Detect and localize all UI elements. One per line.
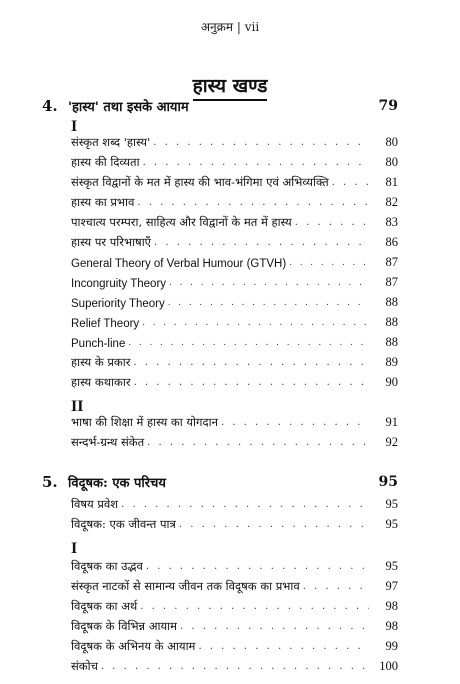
toc-entry[interactable]	[71, 656, 398, 674]
toc-entry[interactable]	[71, 232, 398, 250]
entry-page: 99	[385, 639, 398, 653]
entry-text: हास्य कथाकार	[71, 375, 131, 389]
dot-leader	[143, 156, 369, 170]
toc-entry[interactable]	[71, 192, 398, 210]
toc-entry[interactable]	[71, 352, 398, 370]
part-numeral: I	[71, 540, 78, 557]
entry-page: 80	[385, 135, 398, 149]
toc-entry[interactable]	[71, 312, 398, 330]
entry-page: 89	[385, 355, 398, 369]
dot-leader	[332, 176, 369, 190]
dot-leader	[289, 256, 369, 270]
entry-text: पाश्चात्य परम्परा, साहित्य और विद्वानों के मत में हास्य	[71, 215, 292, 229]
entry-page: 90	[385, 375, 398, 389]
dot-leader	[303, 580, 369, 594]
entry-page: 88	[385, 335, 398, 349]
part-numeral: II	[71, 398, 84, 415]
entry-text: Punch-line	[71, 338, 126, 350]
dot-leader	[140, 600, 369, 614]
chapter-page: 95	[378, 474, 398, 490]
entry-text: संस्कृत शब्द 'हास्य'	[71, 135, 151, 149]
toc-entry[interactable]	[71, 596, 398, 614]
toc-entry[interactable]	[71, 212, 398, 230]
toc-entry[interactable]	[71, 272, 398, 290]
dot-leader	[154, 236, 369, 250]
chapter-title: विदूषक: एक परिचय	[68, 476, 166, 491]
chapter-number: 4.	[42, 97, 58, 115]
dot-leader	[179, 518, 369, 532]
dot-leader	[101, 660, 369, 674]
toc-entry[interactable]	[71, 514, 398, 532]
entry-text: हास्य का प्रभाव	[71, 195, 135, 209]
entry-text: विदूषक के अभिनय के आयाम	[71, 639, 196, 653]
entry-text: विदूषक के विभिन्न आयाम	[71, 619, 178, 633]
entry-text: हास्य के प्रकार	[71, 355, 131, 369]
section-title	[0, 72, 460, 98]
entry-text: संस्कृत नाटकों से सामान्य जीवन तक विदूषक का प्रभाव	[71, 579, 300, 593]
chapter-heading[interactable]	[42, 472, 398, 492]
entry-text: हास्य पर परिभाषाएँ	[71, 235, 152, 249]
entry-text: संकोच	[71, 659, 98, 673]
entry-text: विदूषक: एक जीवन्त पात्र	[71, 517, 176, 531]
dot-leader	[169, 276, 369, 290]
dot-leader	[295, 216, 369, 230]
dot-leader	[153, 136, 369, 150]
entry-text: Incongruity Theory	[71, 278, 167, 290]
entry-page: 82	[385, 195, 398, 209]
chapter-title: 'हास्य' तथा इसके आयाम	[68, 100, 189, 115]
entry-page: 92	[385, 435, 398, 449]
entry-page: 88	[385, 315, 398, 329]
entry-text: Relief Theory	[71, 318, 140, 330]
dot-leader	[137, 196, 369, 210]
entry-page: 86	[385, 235, 398, 249]
entry-page: 100	[379, 659, 398, 673]
toc-entry[interactable]	[71, 132, 398, 150]
toc-entry[interactable]	[71, 616, 398, 634]
entry-page: 98	[385, 619, 398, 633]
dot-leader	[133, 356, 369, 370]
toc-entry[interactable]	[71, 152, 398, 170]
toc-entry[interactable]	[71, 556, 398, 574]
entry-page: 81	[385, 175, 398, 189]
entry-text: भाषा की शिक्षा में हास्य का योगदान	[71, 415, 218, 429]
dot-leader	[147, 436, 369, 450]
toc-entry[interactable]	[71, 172, 398, 190]
dot-leader	[180, 620, 369, 634]
toc-entry[interactable]	[71, 252, 398, 270]
dot-leader	[121, 498, 369, 512]
toc-entry[interactable]	[71, 636, 398, 654]
entry-text: विदूषक का उद्भव	[71, 559, 143, 573]
entry-page: 98	[385, 599, 398, 613]
entry-page: 80	[385, 155, 398, 169]
entry-page: 97	[385, 579, 398, 593]
entry-page: 87	[385, 275, 398, 289]
section-title-text: हास्य खण्ड	[193, 75, 268, 101]
entry-text: संस्कृत विद्वानों के मत में हास्य की भाव-भंगिमा एवं अभिव्यक्ति	[71, 175, 329, 189]
running-head: अनुक्रम | vii	[200, 20, 260, 34]
dot-leader	[134, 376, 369, 390]
toc-entry[interactable]	[71, 576, 398, 594]
entry-page: 95	[385, 497, 398, 511]
entry-text: Superiority Theory	[71, 298, 165, 310]
toc-entry[interactable]	[71, 332, 398, 350]
entry-page: 87	[385, 255, 398, 269]
part-numeral: I	[71, 118, 78, 135]
dot-leader	[128, 336, 369, 350]
dot-leader	[198, 640, 369, 654]
toc-entry[interactable]	[71, 372, 398, 390]
entry-page: 95	[385, 517, 398, 531]
entry-text: सन्दर्भ-ग्रन्थ संकेत	[71, 435, 145, 449]
dot-leader	[168, 296, 369, 310]
chapter-heading[interactable]	[42, 96, 398, 116]
toc-entry[interactable]	[71, 494, 398, 512]
entry-text: विदूषक का अर्थ	[71, 599, 138, 613]
toc-entry[interactable]	[71, 412, 398, 430]
dot-leader	[146, 560, 369, 574]
entry-page: 91	[385, 415, 398, 429]
entry-text: हास्य की दिव्यता	[71, 155, 140, 169]
entry-page: 95	[385, 559, 398, 573]
entry-text: विषय प्रवेश	[71, 497, 119, 511]
entry-page: 88	[385, 295, 398, 309]
toc-entry[interactable]	[71, 292, 398, 310]
toc-entry[interactable]	[71, 432, 398, 450]
chapter-page: 79	[378, 98, 398, 114]
entry-text: General Theory of Verbal Humour (GTVH)	[71, 258, 287, 270]
dot-leader	[142, 316, 369, 330]
chapter-number: 5.	[42, 473, 58, 491]
entry-page: 83	[385, 215, 398, 229]
dot-leader	[221, 416, 369, 430]
